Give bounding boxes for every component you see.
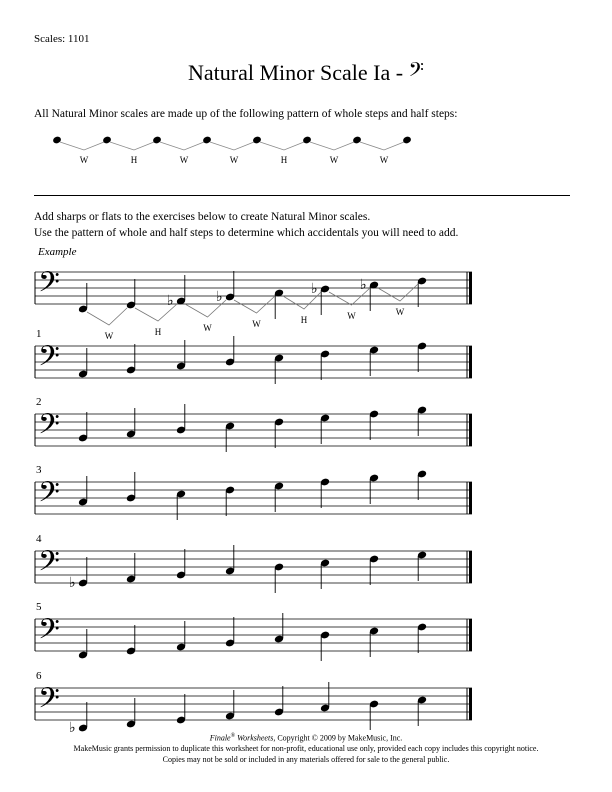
step-label: H (154, 327, 162, 337)
finale-brand: Finale (209, 733, 231, 743)
step-label: W (395, 307, 405, 317)
bass-clef-icon: 𝄢 (38, 615, 60, 652)
flat-accidental: ♭ (167, 294, 174, 309)
step-label: W (79, 155, 89, 165)
exercise-staff (35, 404, 472, 452)
bass-clef-icon: 𝄢 (38, 684, 60, 721)
bass-clef-icon: 𝄢 (38, 342, 60, 379)
permission-line: MakeMusic grants permission to duplicate this worksheet for non-profit, educational use only, provided each copy includes this copyright notice. (73, 744, 539, 754)
final-barline-thick (469, 619, 472, 651)
final-barline-thick (469, 688, 472, 720)
worksheets-word: Worksheets (235, 733, 274, 743)
exercise-number: 3 (36, 464, 42, 476)
exercise-staff (35, 682, 472, 736)
bass-clef-icon: 𝄢 (38, 478, 60, 515)
copyright-line: , Copyright © 2009 by MakeMusic, Inc. (273, 733, 403, 743)
step-label: H (130, 155, 138, 165)
step-label: H (280, 155, 288, 165)
registered-mark: ® (230, 733, 236, 739)
final-barline-thick (469, 346, 472, 378)
flat-accidental: ♭ (360, 278, 367, 293)
worksheet-code: Scales: 1101 (34, 33, 90, 45)
exercise-number: 2 (36, 396, 42, 408)
bass-clef-icon: 𝄢 (38, 410, 60, 447)
step-label: W (203, 323, 212, 333)
flat-accidental: ♭ (311, 282, 318, 297)
exercise-staff (35, 613, 472, 661)
step-label: W (179, 155, 189, 165)
step-label: W (379, 155, 389, 165)
step-label: W (104, 331, 114, 341)
final-barline-thick (469, 551, 472, 583)
step-label: W (229, 155, 239, 165)
instruction-line-2: Use the pattern of whole and half steps to determine which accidentals you will need to add. (34, 227, 459, 239)
example-label: Example (38, 246, 77, 258)
copyright-footer (0, 731, 612, 765)
exercise-staff (35, 470, 472, 520)
final-barline-thick (469, 482, 472, 514)
intro-text: All Natural Minor scales are made up of the following pattern of whole steps and half steps: (34, 108, 458, 120)
title-text: Natural Minor Scale Ia - (188, 60, 409, 85)
sale-restriction-line: Copies may not be sold or included in any materials offered for sale to the general public. (162, 754, 450, 764)
step-label: W (347, 311, 356, 321)
step-label: W (252, 319, 261, 329)
final-barline-thick (469, 414, 472, 446)
flat-accidental: ♭ (216, 290, 223, 305)
bass-clef-icon: 𝄢 (38, 547, 60, 584)
exercise-staff (35, 545, 472, 593)
exercise-staff (35, 336, 472, 384)
flat-accidental: ♭ (69, 721, 76, 736)
flat-accidental: ♭ (69, 576, 76, 591)
step-label: W (329, 155, 339, 165)
bass-clef-icon: 𝄢 (38, 268, 60, 305)
exercise-number: 1 (36, 328, 42, 340)
exercise-number: 6 (36, 670, 42, 682)
exercise-number: 4 (36, 533, 42, 545)
step-label: H (300, 315, 308, 325)
exercise-number: 5 (36, 601, 42, 613)
instruction-line-1: Add sharps or flats to the exercises below to create Natural Minor scales. (34, 211, 371, 223)
bass-clef-icon: 𝄢 (408, 58, 424, 86)
